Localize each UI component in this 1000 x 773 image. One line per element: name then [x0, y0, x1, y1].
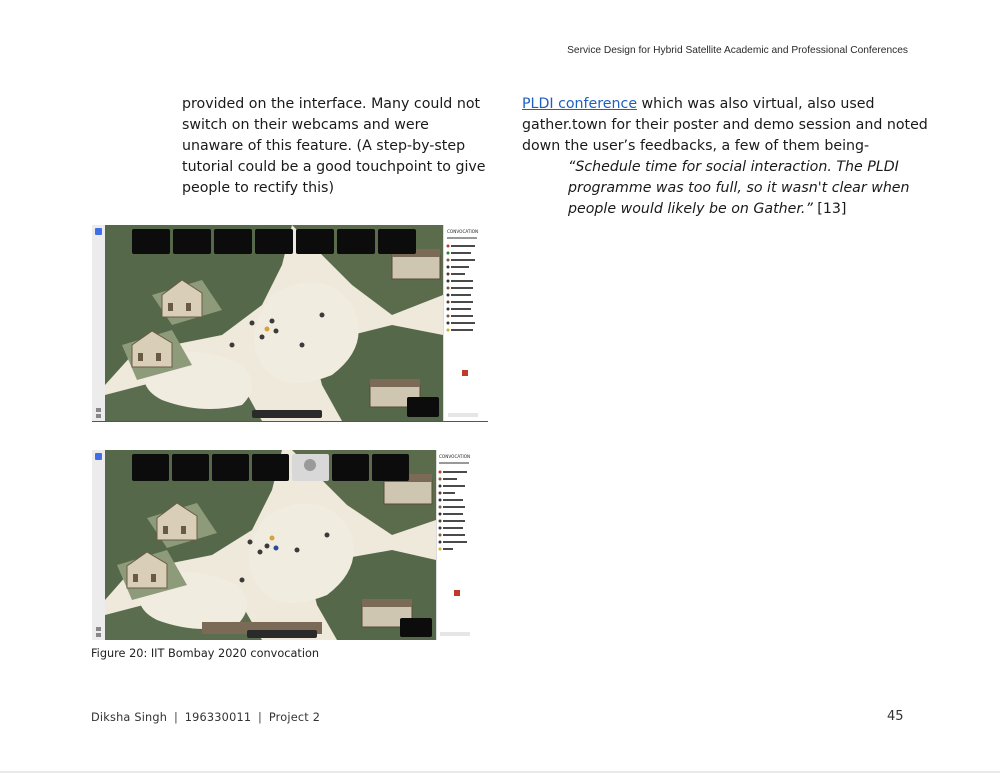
quote-line: programme was too full, so it wasn't clear when: [568, 180, 910, 196]
gather-town-map-image: [92, 450, 479, 640]
convocation-screenshot-1: [92, 225, 488, 422]
pldi-conference-link[interactable]: PLDI conference: [522, 96, 638, 112]
footer-separator: |: [258, 711, 263, 724]
block-quote: [522, 157, 922, 220]
quote-text: people would likely be on Gather.”: [568, 201, 813, 217]
footer-author: Diksha Singh: [91, 711, 168, 724]
right-column-text: [522, 94, 928, 220]
quote-line: “Schedule time for social interaction. The PLDI: [568, 159, 899, 175]
footer-project: Project 2: [268, 711, 321, 724]
body-line: gather.town for their poster and demo session and noted: [522, 117, 928, 133]
left-column-text: [182, 94, 486, 199]
panel-title: CONVOCATION: [439, 454, 471, 459]
body-line: [522, 94, 922, 115]
figure-caption: Figure 20: IIT Bombay 2020 convocation: [91, 647, 320, 660]
body-text: which was also virtual, also used: [637, 96, 875, 112]
panel-title: CONVOCATION: [447, 229, 479, 234]
body-line: provided on the interface. Many could not: [182, 96, 481, 112]
footer-info: [91, 711, 320, 724]
page-number: 45: [887, 709, 904, 724]
footer-separator: |: [173, 711, 178, 724]
gather-town-map-image: [92, 225, 488, 421]
running-header: Service Design for Hybrid Satellite Academic and Professional Conferences: [567, 45, 908, 56]
body-line: unaware of this feature. (A step-by-step: [182, 138, 466, 154]
convocation-screenshot-2: [92, 450, 479, 640]
footer-roll-number: 196330011: [184, 711, 252, 724]
body-line: tutorial could be a good touchpoint to give: [182, 159, 486, 175]
quote-line: [568, 199, 922, 220]
body-line: down the user’s feedbacks, a few of them being-: [522, 138, 870, 154]
citation: [13]: [812, 201, 847, 217]
body-line: people to rectify this): [182, 180, 334, 196]
body-line: switch on their webcams and were: [182, 117, 429, 133]
